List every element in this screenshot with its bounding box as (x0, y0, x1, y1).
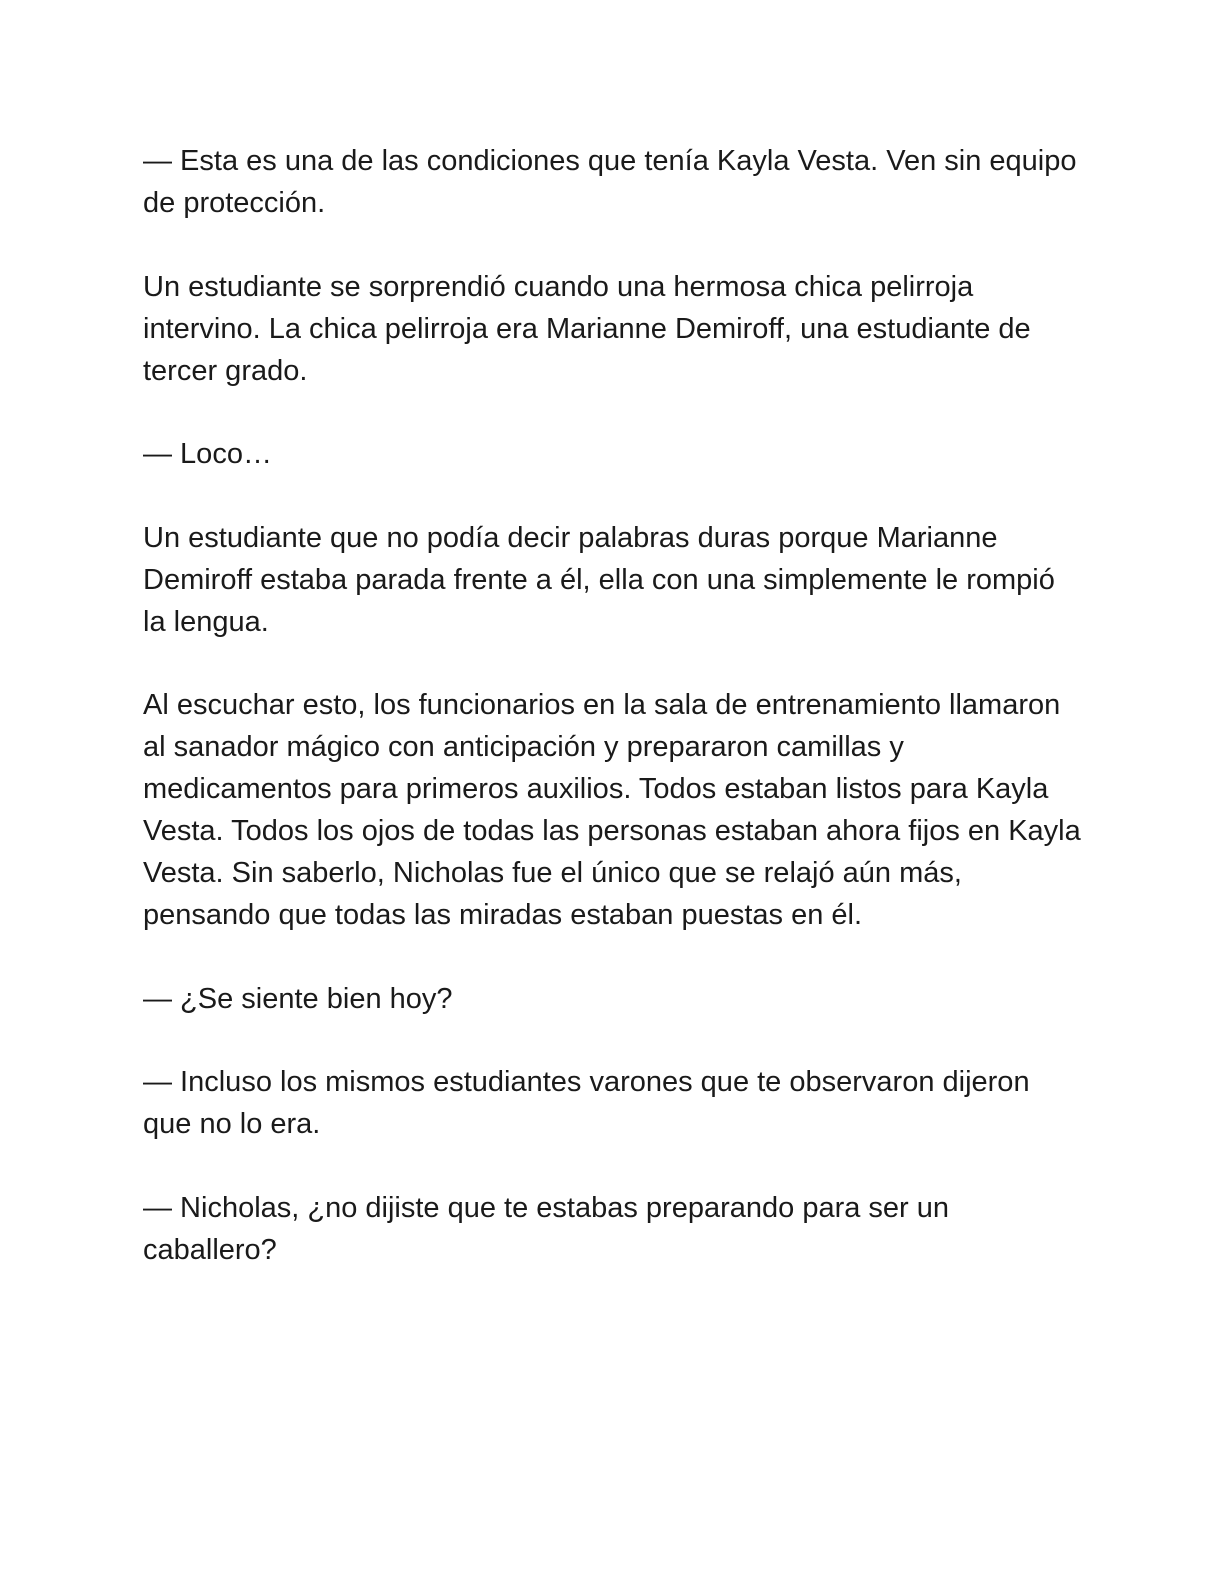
narrative-paragraph: Un estudiante que no podía decir palabras duras porque Marianne Demiroff estaba parada frente a él, ella con una simplemente le rompió la lengua. (143, 521, 1055, 638)
dialogue-paragraph: — Loco… (143, 438, 272, 470)
dialogue-paragraph: — Incluso los mismos estudiantes varones que te observaron dijeron que no lo era. (143, 1066, 1030, 1140)
narrative-paragraph: Un estudiante se sorprendió cuando una hermosa chica pelirroja intervino. La chica pelirroja era Marianne Demiroff, una estudiante de tercer grado. (143, 270, 1031, 387)
dialogue-paragraph: — Esta es una de las condiciones que tenía Kayla Vesta. Ven sin equipo de protección. (143, 145, 1077, 219)
dialogue-paragraph: — ¿Se siente bien hoy? (143, 982, 453, 1015)
narrative-paragraph: Al escuchar esto, los funcionarios en la sala de entrenamiento llamaron al sanador mágico con anticipación y prepararon camillas y medicamentos para primeros auxilios. Todos estaban listos para Kayla Vesta. Todos los ojos de todas las personas estaban ahora fijos en Kayla Vesta. Sin saberlo, Nicholas fue el único que se relajó aún más, pensando que todas las miradas estaban puestas en él. (143, 689, 1081, 931)
dialogue-paragraph: — Nicholas, ¿no dijiste que te estabas preparando para ser un caballero? (143, 1191, 950, 1266)
document-body (143, 140, 1083, 1312)
